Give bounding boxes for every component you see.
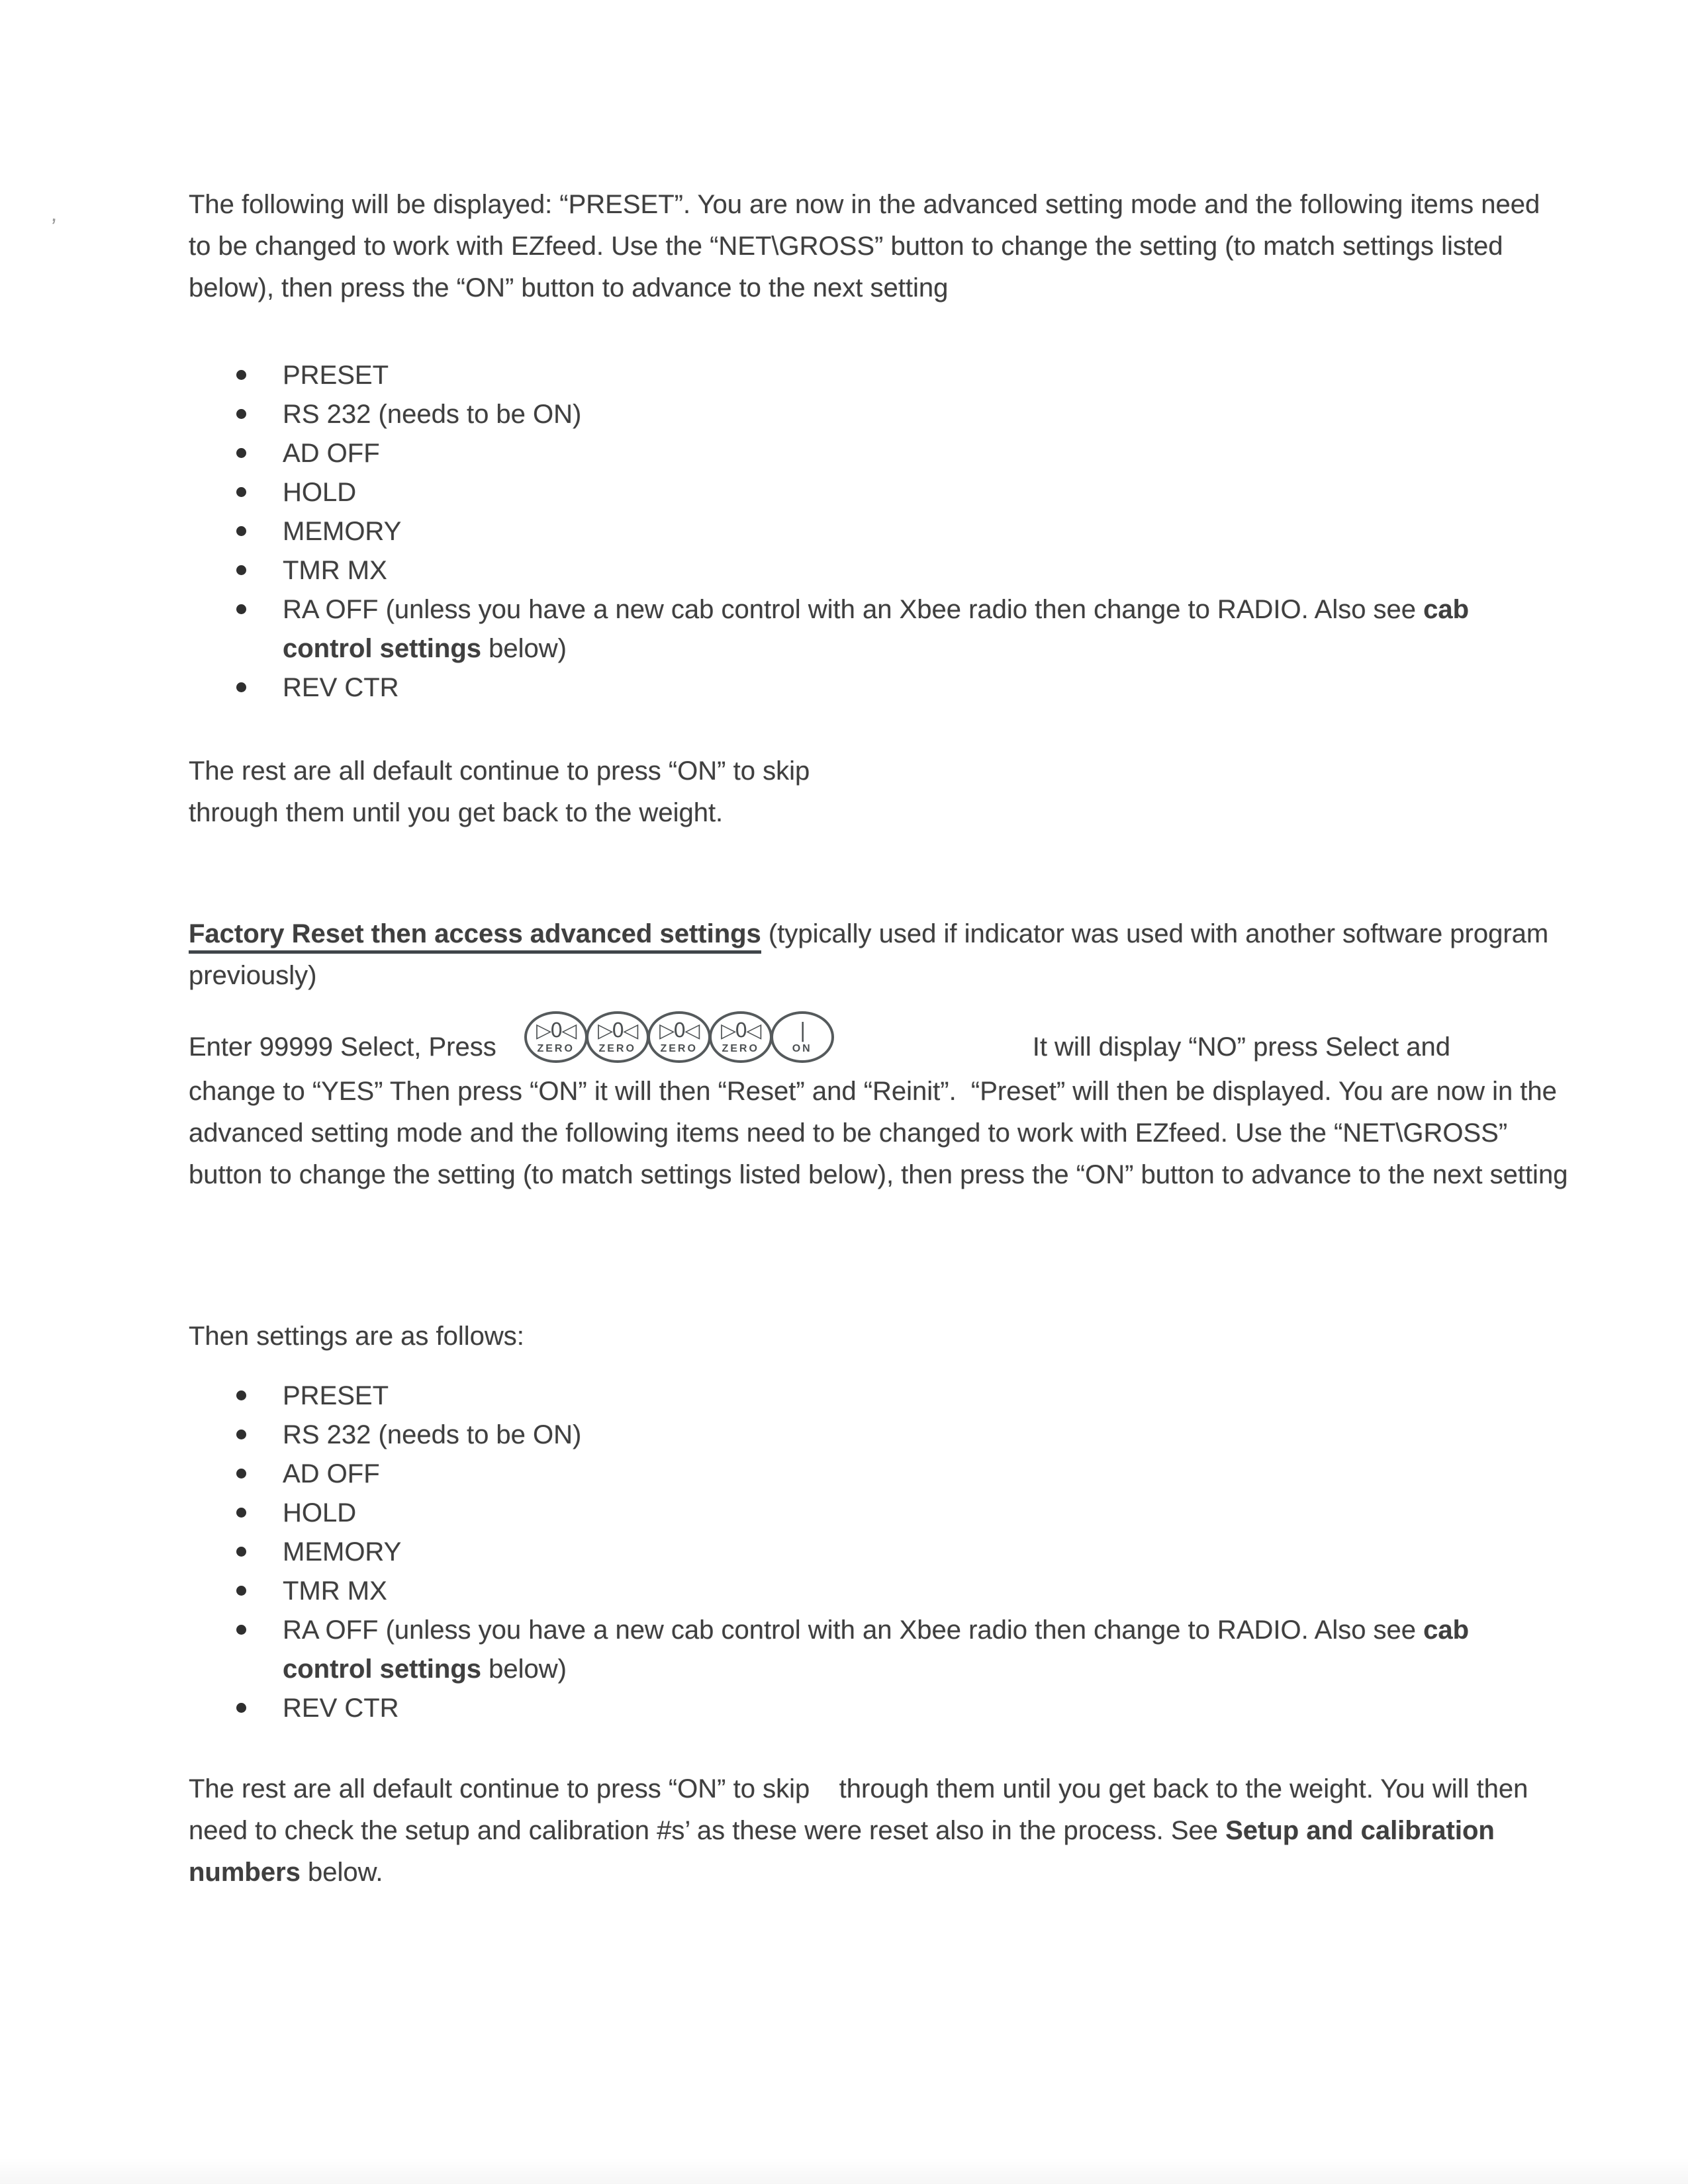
enter-select-after-text: It will display “NO” press Select and [1032,1032,1451,1062]
factory-reset-heading-title: Factory Reset then access advanced settings [189,919,761,954]
factory-reset-heading [189,913,1552,997]
bullet-icon [236,565,246,575]
closing-paragraph [189,1768,1585,1893]
text-segment: below) [481,634,567,663]
keypad-button-label: ZERO [537,1042,575,1054]
list-item [235,668,1532,707]
factory-reset-heading-subtitle: (typically used if indicator was used with another software program previously) [189,919,1549,990]
settings-list-second [235,1377,1532,1728]
text-segment: RA OFF (unless you have a new cab control with an Xbee radio then change to RADIO. Also see [283,1615,1424,1645]
list-item [235,356,1532,395]
text-segment: MEMORY [283,1537,402,1567]
list-item [235,1455,1532,1494]
then-settings-label: Then settings are as follows: [189,1322,524,1351]
zero-button-icon [647,1011,711,1063]
text-segment: TMR MX [283,1576,387,1606]
bullet-icon [236,526,246,536]
bullet-icon [236,448,246,458]
text-segment: TMR MX [283,556,387,585]
zero-button-icon [586,1011,649,1063]
bullet-icon [236,409,246,419]
list-item [235,1611,1532,1689]
reset-paragraph-body: change to “YES” Then press “ON” it will then “Reset” and “Reinit”. “Preset” will then be displayed. You are now in the advanced setting mode and the following items need to be changed to work with EZfeed. Use the “NET\GROSS” button to change the setting (to match settings listed below), then press the “ON” button to advance to the next setting [189,1077,1568,1189]
keypad-button-label: ZERO [660,1042,698,1054]
keypad-button-symbol: ▷0◁ [721,1019,761,1042]
list-item [235,473,1532,512]
enter-select-lead-text: Enter 99999 Select, Press [189,1032,496,1062]
bullet-icon [236,682,246,692]
text-segment: below. [300,1858,383,1887]
intro-paragraph: The following will be displayed: “PRESET”. You are now in the advanced setting mode and the following items need to be changed to work with EZfeed. Use the “NET\GROSS” button to change the setting (to match settings listed below), then press the “ON” button to advance to the next setting [189,190,1540,302]
keypad-button-label: ON [792,1042,812,1054]
list-item [235,1494,1532,1533]
bullet-icon [236,604,246,614]
on-button-icon [771,1011,834,1063]
list-item [235,1533,1532,1572]
list-item [235,1689,1532,1728]
list-item [235,590,1532,668]
text-segment: RA OFF (unless you have a new cab control with an Xbee radio then change to RADIO. Also see [283,595,1424,624]
keypad-button-symbol: | [799,1019,805,1042]
bullet-icon [236,1625,246,1635]
keypad-buttons-figure [524,1011,834,1063]
bullet-icon [236,1390,246,1400]
text-segment: AD OFF [283,1459,380,1488]
list-item [235,434,1532,473]
bold-text-segment: Setup and calibration numbers [189,1816,1502,1887]
text-segment: REV CTR [283,1694,399,1723]
text-segment: PRESET [283,1381,389,1410]
bullet-icon [236,487,246,497]
bullet-icon [236,370,246,380]
bullet-icon [236,1703,246,1713]
list-item [235,512,1532,551]
list-item [235,551,1532,590]
zero-button-icon [524,1011,588,1063]
text-segment: HOLD [283,1498,357,1527]
text-segment: HOLD [283,478,357,507]
skip-note-line-1: The rest are all default continue to press “ON” to skip [189,756,810,786]
bullet-icon [236,1469,246,1479]
keypad-button-label: ZERO [722,1042,759,1054]
zero-button-icon [709,1011,773,1063]
bullet-icon [236,1508,246,1518]
text-segment: AD OFF [283,439,380,468]
text-segment: The rest are all default continue to press “ON” to skip through them until you get back to the weight. You will then need to check the setup and calibration #s’ as these were reset also in the process. See [189,1774,1536,1845]
list-item [235,1416,1532,1455]
keypad-button-symbol: ▷0◁ [659,1019,699,1042]
enter-select-line [189,1009,1450,1063]
bullet-icon [236,1430,246,1439]
text-segment: RS 232 (needs to be ON) [283,1420,582,1449]
bullet-icon [236,1586,246,1596]
text-segment: below) [481,1655,567,1684]
bold-text-segment: cab control settings [283,595,1470,663]
skip-note-line-2: through them until you get back to the weight. [189,798,724,827]
list-item [235,395,1532,434]
text-segment: REV CTR [283,673,399,702]
list-item [235,1572,1532,1611]
text-segment: RS 232 (needs to be ON) [283,400,582,429]
settings-list-first [235,356,1532,707]
bullet-icon [236,1547,246,1557]
bold-text-segment: cab control settings [283,1615,1470,1684]
keypad-button-symbol: ▷0◁ [536,1019,576,1042]
scan-artifact: ’ [48,212,58,241]
keypad-button-symbol: ▷0◁ [598,1019,637,1042]
list-item [235,1377,1532,1416]
keypad-button-label: ZERO [598,1042,636,1054]
skip-note-paragraph [189,751,1552,834]
text-segment: MEMORY [283,517,402,546]
text-segment: PRESET [283,361,389,390]
